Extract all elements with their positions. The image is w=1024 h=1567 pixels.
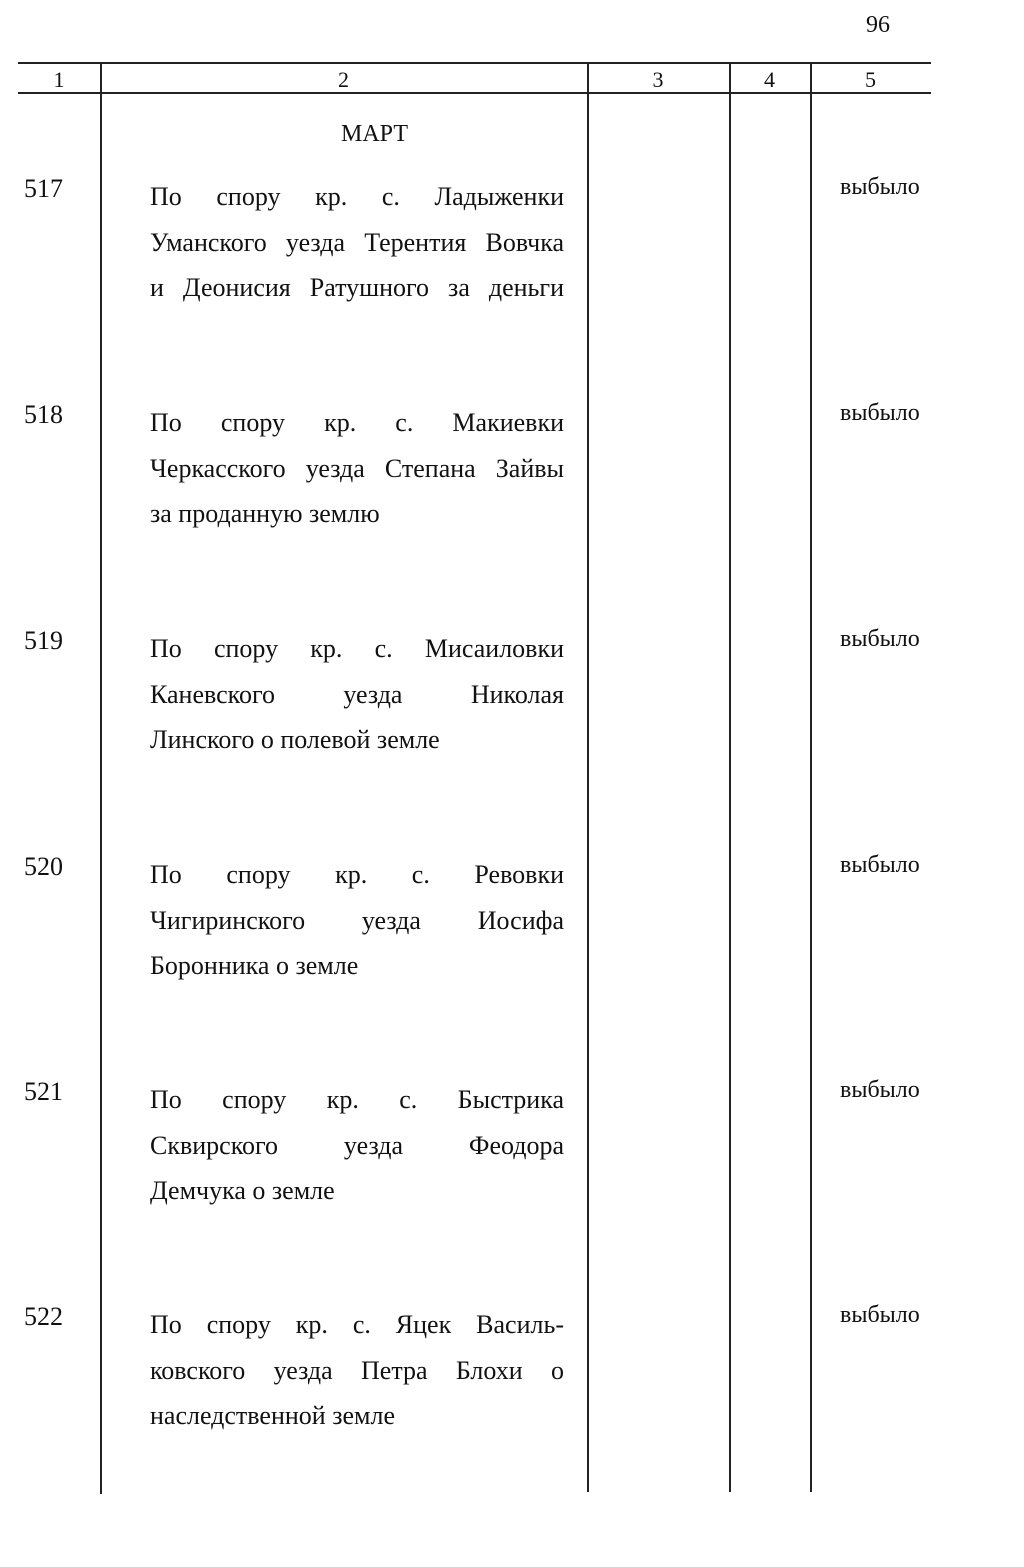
table-top-rule: [18, 62, 931, 64]
entry-number: 521: [24, 1077, 63, 1106]
description-line: Чигиринского уезда Иосифа: [150, 905, 564, 935]
entry-status: выбыло: [840, 852, 920, 878]
entry-number: 522: [24, 1302, 63, 1331]
column-header-1: 1: [53, 67, 65, 92]
column-header-3: 3: [652, 67, 664, 92]
entry-number: 519: [24, 626, 63, 655]
column-header-4: 4: [764, 67, 775, 92]
entry-description: [150, 400, 564, 537]
description-line: По спору кр. с. Быстрика: [150, 1085, 564, 1114]
entry-description: [150, 626, 564, 763]
description-line: По спору кр. с. Мисаиловки: [150, 634, 564, 663]
column-header-5: 5: [865, 67, 876, 92]
entry-status: выбыло: [840, 626, 920, 652]
entry-status: выбыло: [840, 1302, 920, 1328]
description-line: Боронника о земле: [150, 951, 359, 980]
entry-description: [150, 1077, 564, 1214]
entry-status: выбыло: [840, 1077, 920, 1103]
description-line: По спору кр. с. Яцек Василь-: [150, 1310, 564, 1339]
description-line: По спору кр. с. Ладыженки: [150, 182, 564, 211]
description-line: По спору кр. с. Ревовки: [150, 860, 564, 889]
entry-status: выбыло: [840, 400, 920, 426]
entry-description: [150, 174, 564, 311]
column-divider-4: [810, 62, 812, 1492]
description-line: По спору кр. с. Макиевки: [150, 408, 564, 437]
description-line: Каневского уезда Николая: [150, 679, 564, 709]
column-divider-3: [729, 62, 731, 1492]
description-line: за проданную землю: [150, 499, 380, 528]
description-line: Сквирского уезда Феодора: [150, 1130, 564, 1160]
description-line: наследственной земле: [150, 1401, 395, 1430]
entry-description: [150, 852, 564, 989]
description-line: и Деонисия Ратушного за деньги: [150, 273, 564, 302]
entry-number: 520: [24, 852, 63, 881]
month-heading: МАРТ: [341, 121, 408, 147]
entry-status: выбыло: [840, 174, 920, 200]
description-line: Линского о полевой земле: [150, 725, 440, 754]
column-divider-2: [587, 62, 589, 1492]
entry-number: 517: [24, 174, 63, 203]
description-line: ковского уезда Петра Блохи о: [150, 1355, 564, 1385]
column-divider-1: [100, 62, 102, 1494]
description-line: Уманского уезда Терентия Вовчка: [150, 227, 564, 257]
entry-number: 518: [24, 400, 63, 429]
entry-description: [150, 1302, 564, 1439]
description-line: Черкасского уезда Степана Зайвы: [150, 453, 564, 483]
description-line: Демчука о земле: [150, 1176, 335, 1205]
page-number: 96: [866, 12, 890, 38]
column-header-2: 2: [338, 67, 349, 92]
